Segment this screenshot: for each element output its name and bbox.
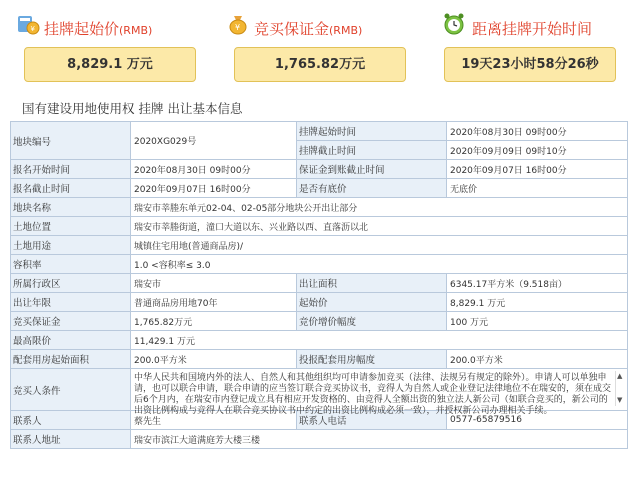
table-row (11, 122, 628, 141)
reg-end-value: 2020年09月07日 16时00分 (131, 179, 297, 198)
table-row (11, 331, 628, 350)
deposit-value: 1,765.82万元 (234, 47, 406, 82)
table-row (11, 198, 628, 217)
use-label: 土地用途 (11, 236, 131, 255)
table-row (11, 312, 628, 331)
area-value: 6345.17平方米（9.518亩） (447, 274, 628, 293)
countdown-card (430, 0, 630, 92)
increment-label: 竞价增价幅度 (297, 312, 447, 331)
address-value: 瑞安市滨江大道满庭芳大楼三楼 (131, 430, 628, 449)
start-price-label: 起始价 (297, 293, 447, 312)
list-start-label: 挂牌起始时间 (297, 122, 447, 141)
start-price-value: 8,829.1 万元 (24, 47, 196, 82)
reserve-label: 是否有底价 (297, 179, 447, 198)
deposit-label: 竞买保证金 (11, 312, 131, 331)
location-label: 土地位置 (11, 217, 131, 236)
reserve-value: 无底价 (447, 179, 628, 198)
money-bag-icon (226, 12, 250, 36)
reg-start-value: 2020年08月30日 09时00分 (131, 160, 297, 179)
name-label: 地块名称 (11, 198, 131, 217)
use-value: 城镇住宅用地(普通商品房)/ (131, 236, 628, 255)
table-row (11, 369, 628, 411)
deposit-cell: 1,765.82万元 (131, 312, 297, 331)
area-label: 出让面积 (297, 274, 447, 293)
table-row (11, 350, 628, 369)
start-price-title: 挂牌起始价(RMB) (44, 20, 153, 38)
housing-inc-label: 投报配套用房幅度 (297, 350, 447, 369)
deposit-card (220, 0, 420, 92)
table-row (11, 430, 628, 449)
table-row (11, 179, 628, 198)
scroll-down-icon[interactable]: ▼ (617, 396, 623, 404)
plot-no-value: 2020XG029号 (131, 122, 297, 160)
name-value: 瑞安市莘塍东单元02-04、02-05部分地块公开出让部分 (131, 198, 628, 217)
info-table (10, 121, 628, 449)
list-end-value: 2020年09月09日 09时10分 (447, 141, 628, 160)
reg-start-label: 报名开始时间 (11, 160, 131, 179)
section-title: 国有建设用地使用权 挂牌 出让基本信息 (22, 101, 243, 116)
countdown-value: 19天23小时58分26秒 (444, 47, 616, 82)
plot-no-label: 地块编号 (11, 122, 131, 160)
term-label: 出让年限 (11, 293, 131, 312)
deposit-title: 竞买保证金(RMB) (254, 20, 363, 38)
max-price-value: 11,429.1 万元 (131, 331, 628, 350)
housing-inc-value: 200.0平方米 (447, 350, 628, 369)
district-label: 所属行政区 (11, 274, 131, 293)
phone-label: 联系人电话 (297, 411, 447, 430)
contact-label: 联系人 (11, 411, 131, 430)
address-label: 联系人地址 (11, 430, 131, 449)
contact-value: 蔡先生 (131, 411, 297, 430)
increment-value: 100 万元 (447, 312, 628, 331)
max-price-label: 最高限价 (11, 331, 131, 350)
far-label: 容积率 (11, 255, 131, 274)
deposit-deadline-value: 2020年09月07日 16时00分 (447, 160, 628, 179)
table-row (11, 217, 628, 236)
phone-value: 0577-65879516 (447, 411, 628, 430)
housing-start-label: 配套用房起始面积 (11, 350, 131, 369)
alarm-clock-icon (442, 12, 466, 36)
svg-text:¥: ¥ (30, 25, 35, 33)
table-row (11, 160, 628, 179)
reg-end-label: 报名截止时间 (11, 179, 131, 198)
housing-start-value: 200.0平方米 (131, 350, 297, 369)
summary-bar (0, 0, 640, 92)
conditions-box[interactable] (131, 369, 628, 416)
deposit-deadline-label: 保证金到账截止时间 (297, 160, 447, 179)
table-row (11, 274, 628, 293)
start-price-card (10, 0, 210, 92)
table-row (11, 236, 628, 255)
scroll-up-icon[interactable]: ▲ (617, 372, 623, 380)
term-value: 普通商品房用地70年 (131, 293, 297, 312)
district-value: 瑞安市 (131, 274, 297, 293)
far-value: 1.0 <容积率≤ 3.0 (131, 255, 628, 274)
list-start-value: 2020年08月30日 09时00分 (447, 122, 628, 141)
conditions-scrollbar[interactable] (615, 371, 625, 406)
coins-icon (16, 12, 40, 36)
conditions-text: 中华人民共和国境内外的法人、自然人和其他组织均可申请参加竞买（法律、法规另有规定的除外）。申请人可以单独申请，也可以联合申请，联合申请的应当签订联合竞买协议书，竞得人为自然人或企业登记法律地位不在瑞安的，须在成交后6个月内，在瑞安市内登记成立具有相应开发资格的、由竞得人全额出资的独立法人新公司（如联合竞买的，新公司的出资比例构成与竞得人在联合竞买协议书中约定的出资比例构成必须一致），并授权新公司办理相关手续。 (134, 373, 612, 416)
conditions-label: 竞买人条件 (11, 369, 131, 411)
countdown-title: 距离挂牌开始时间 (472, 20, 593, 38)
svg-text:¥: ¥ (235, 23, 241, 32)
start-price-cell: 8,829.1 万元 (447, 293, 628, 312)
location-value: 瑞安市莘塍街道，潼口大道以东、兴业路以西、直落沥以北 (131, 217, 628, 236)
list-end-label: 挂牌截止时间 (297, 141, 447, 160)
table-row (11, 293, 628, 312)
table-row (11, 255, 628, 274)
